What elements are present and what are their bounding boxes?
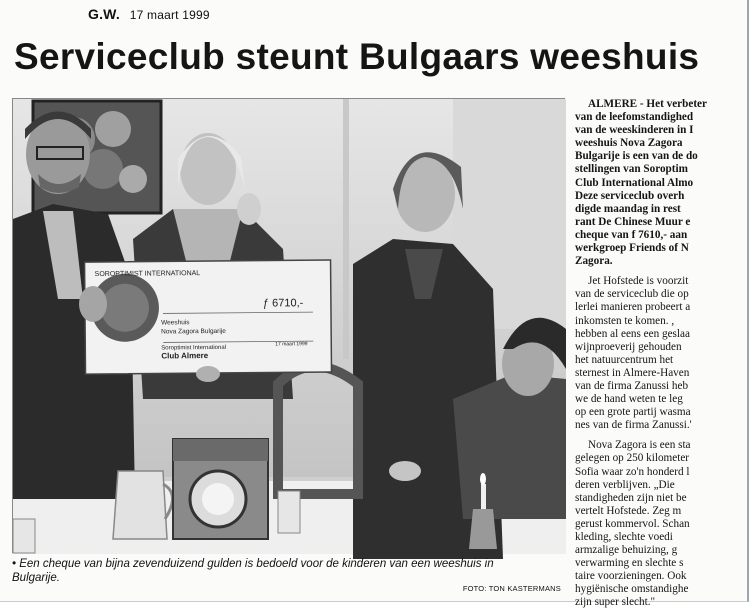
- article-line: hygiënische omstandighe: [575, 583, 689, 596]
- article-line: Club International Almo: [575, 176, 694, 189]
- article-line: kleding, slechte voedi: [575, 531, 673, 543]
- article-line: op een grote partij wasma: [575, 406, 691, 419]
- article-line: Nova Zagora is een sta: [588, 439, 691, 452]
- article-line: armzalige behuizing, g: [575, 544, 678, 557]
- article-line: standigheden zijn niet be: [575, 491, 687, 504]
- article-line: deren verblijven. „Die: [575, 478, 675, 491]
- article-line: Deze serviceclub overh: [575, 189, 685, 202]
- article-line: lerlei manieren probeert a: [575, 301, 691, 314]
- article-lead: [575, 98, 743, 268]
- cheque-logo-text: SOROPTIMIST INTERNATIONAL: [94, 270, 201, 279]
- article-line: vertelt Hofstede. Zeg m: [575, 504, 682, 517]
- cheque-date: 17 maart 1999: [275, 341, 308, 348]
- article-line: van de firma Zanussi heb: [575, 379, 689, 392]
- article-line: hebben al eens een geslaa: [575, 327, 690, 340]
- photo-caption: [12, 557, 565, 597]
- cheque-org: Soroptimist International: [161, 344, 227, 352]
- article-line: rant De Chinese Muur e: [575, 215, 691, 228]
- washing-machine-box: [173, 439, 268, 539]
- article-line: van de weeskinderen in I: [575, 124, 694, 137]
- article-body: [575, 98, 743, 609]
- article-line: stellingen van Soroptim: [575, 163, 688, 176]
- headline: Serviceclub steunt Bulgaars weeshuis: [14, 36, 700, 77]
- article-line: sternest in Almere-Haven: [575, 366, 690, 379]
- article-line: weeshuis Nova Zagora: [575, 137, 683, 150]
- article-paragraph-3: [575, 439, 743, 609]
- newspaper-source: G.W.: [88, 6, 120, 22]
- caption-line-1: • Een cheque van bijna zevenduizend gulden is bedoeld voor de kinderen van een weeshuis in: [12, 558, 494, 570]
- article-line: Zagora.: [575, 255, 613, 268]
- cheque-club: Club Almere: [161, 351, 209, 361]
- article-line: van de serviceclub die op: [575, 288, 689, 301]
- article-line: het natuurcentrum het: [575, 353, 674, 366]
- photo-credit: FOTO: TON KASTERMANS: [462, 584, 561, 593]
- cheque-line1: Weeshuis: [161, 319, 190, 327]
- article-line: werkgroep Friends of N: [575, 242, 689, 255]
- article-line: ALMERE - Het verbeter: [588, 98, 707, 110]
- publication-date: 17 maart 1999: [129, 8, 210, 22]
- article-line: inkomsten te komen. ,: [575, 314, 675, 327]
- article-line: van de leefomstandighed: [575, 111, 694, 124]
- news-photo: [12, 98, 565, 553]
- article-line: Bulgarije is een van de do: [575, 150, 698, 163]
- article-line: we de hand weten te leg: [575, 393, 683, 406]
- article-paragraph-2: [575, 275, 743, 432]
- article-line: Sofia waar zo'n honderd l: [575, 465, 690, 478]
- article-line: digde maandag in rest: [575, 202, 681, 215]
- article-line: gelegen op 250 kilometer: [575, 452, 690, 465]
- article-line: Jet Hofstede is voorzit: [588, 275, 689, 288]
- cheque-amount: ƒ 6710,-: [262, 297, 304, 310]
- article-line: wijnproeverij gehouden: [575, 340, 682, 353]
- article-line: cheque van f 7610,- aan: [575, 228, 688, 241]
- water-jug: [113, 471, 173, 539]
- clipping-header: [88, 6, 210, 22]
- caption-line-2: Bulgarije.: [12, 572, 60, 584]
- article-line: zijn super slecht.": [575, 596, 656, 609]
- article-line: nes van de firma Zanussi.': [575, 419, 692, 432]
- article-line: taire voorzieningen. Ook: [575, 570, 687, 583]
- cheque-line2: Nova Zagora Bulgarije: [161, 327, 226, 336]
- article-line: gerust kommervol. Schan: [575, 517, 690, 530]
- cheque: [85, 260, 332, 374]
- article-line: verwarming en slechte s: [575, 557, 684, 570]
